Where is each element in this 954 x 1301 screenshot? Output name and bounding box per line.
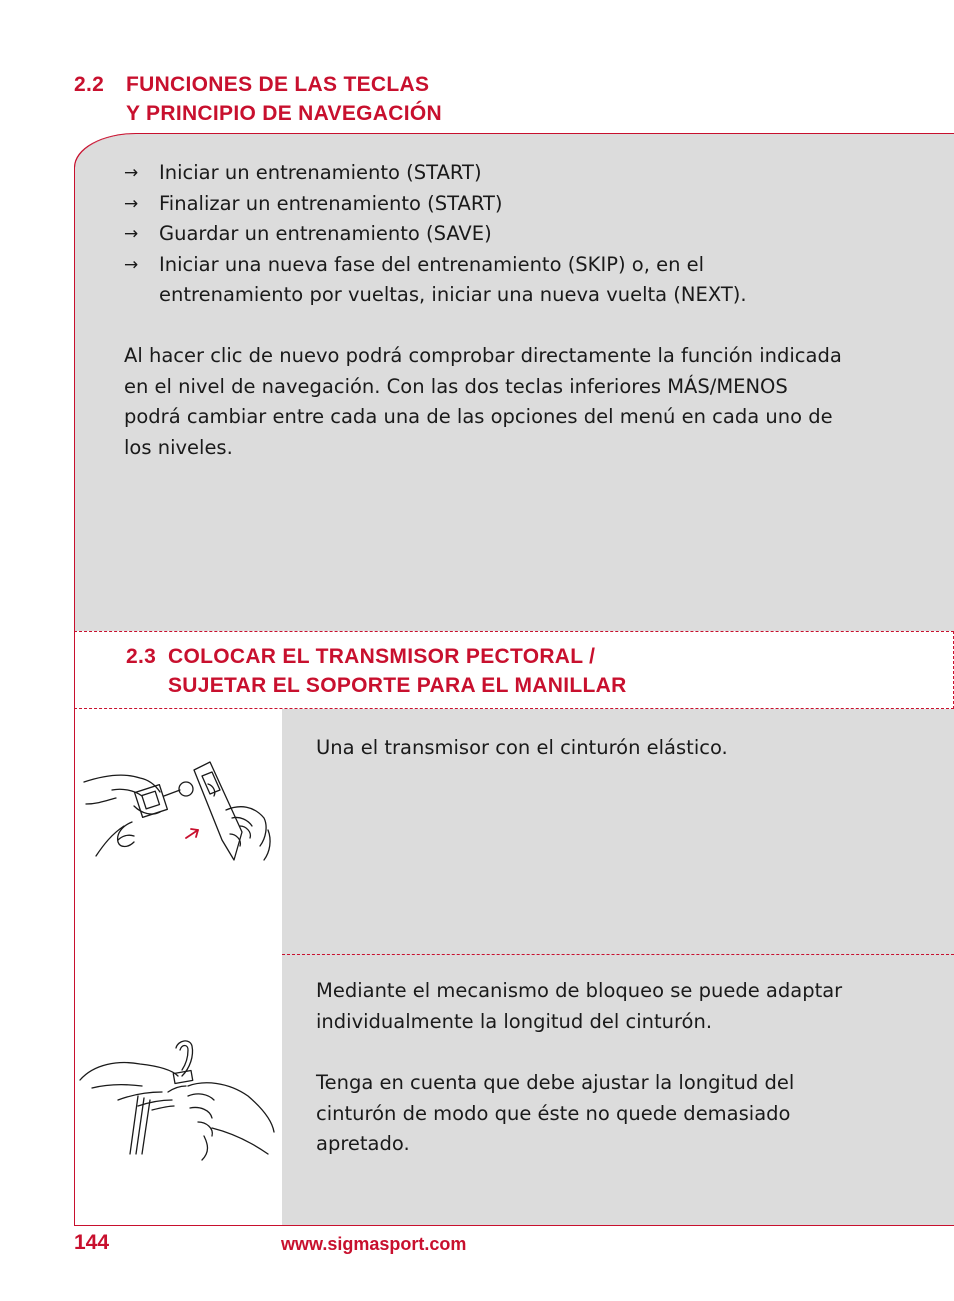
- list-item: [124, 189, 844, 220]
- section-22-title-line2: Y PRINCIPIO DE NAVEGACIÓN: [126, 102, 442, 125]
- list-item: [124, 219, 844, 250]
- arrow-right-icon: →: [124, 163, 139, 183]
- list-item: [124, 250, 844, 311]
- footer-url: www.sigmasport.com: [281, 1234, 467, 1254]
- list-item-text: Iniciar una nueva fase del entrenamiento (SKIP) o, en el entrenamiento por vueltas, iniciar una nueva vuelta (NEXT).: [159, 252, 747, 306]
- arrow-right-icon: →: [124, 254, 139, 275]
- section-23-number: 2.3: [126, 645, 157, 668]
- section-23-left-rule: [74, 631, 75, 709]
- step2-text2: Tenga en cuenta que debe ajustar la longitud del cinturón de modo que éste no quede demasiado apretado.: [316, 1071, 795, 1155]
- steps-divider: [282, 954, 954, 955]
- section-22-heading: [74, 70, 442, 128]
- list-item-text: Guardar un entrenamiento (SAVE): [159, 222, 492, 245]
- step1-text: Una el transmisor con el cinturón elástico.: [316, 736, 728, 759]
- section-23-heading: [126, 642, 627, 700]
- bottom-rule: [74, 1225, 954, 1226]
- arrow-right-icon: →: [124, 193, 139, 214]
- bullet-list: [124, 158, 844, 311]
- section-22-number: 2.2: [74, 73, 105, 96]
- step2-text1: Mediante el mecanismo de bloqueo se puede adaptar individualmente la longitud del cinturón.: [316, 979, 843, 1033]
- navigation-paragraph: Al hacer clic de nuevo podrá comprobar directamente la función indicada en el nivel de navegación. Con las dos teclas inferiores MÁS/MENOS podrá cambiar entre cada una de las opciones del menú en cada uno de los niveles.: [124, 344, 842, 459]
- section-23-title-line1: COLOCAR EL TRANSMISOR PECTORAL /: [168, 645, 596, 668]
- hands-attach-transmitter-illustration: [82, 760, 274, 870]
- steps-left-rule: [74, 709, 75, 1226]
- page-number: 144: [74, 1231, 110, 1254]
- list-item-text: Finalizar un entrenamiento (START): [159, 191, 503, 215]
- list-item-text: Iniciar un entrenamiento (START): [159, 161, 482, 184]
- section-22-title-line1: FUNCIONES DE LAS TECLAS: [126, 73, 430, 96]
- hands-adjust-belt-illustration: [78, 1036, 278, 1166]
- section-23-title-line2: SUJETAR EL SOPORTE PARA EL MANILLAR: [168, 674, 627, 697]
- list-item: [124, 158, 844, 189]
- arrow-right-icon: →: [124, 224, 139, 244]
